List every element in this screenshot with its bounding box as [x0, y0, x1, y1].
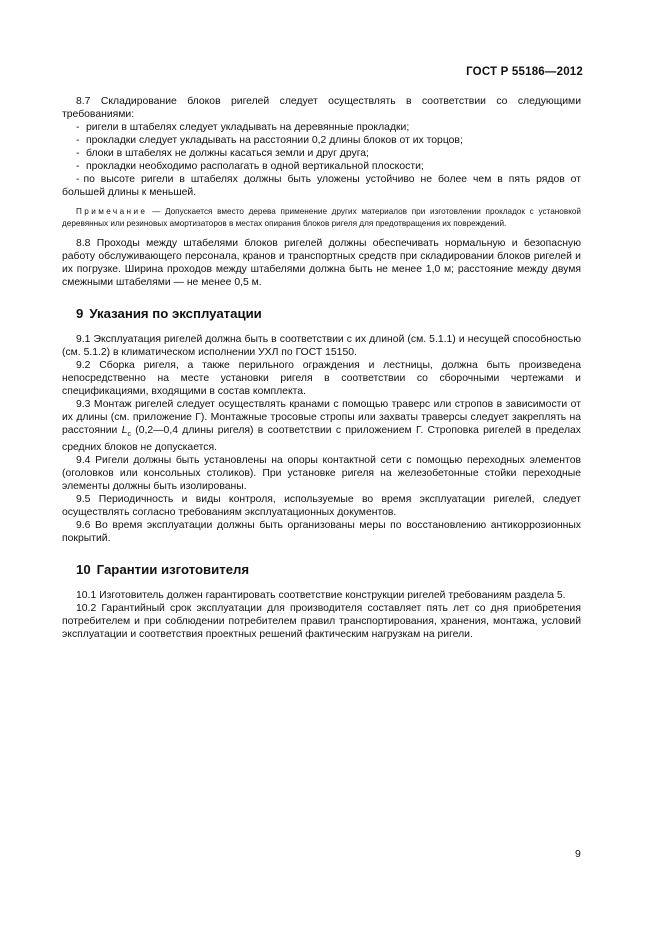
- section-number: 9: [76, 306, 84, 321]
- clause-8-7-intro: 8.7 Складирование блоков ригелей следует осуществлять в соответствии со следующими требованиями:: [62, 96, 581, 120]
- clause-9-5: 9.5 Периодичность и виды контроля, используемые во время эксплуатации ригелей, следует осуществлять согласно требованиям эксплуатационных документов.: [62, 494, 581, 519]
- section-10-heading: [62, 562, 581, 578]
- clause-8-8: 8.8 Проходы между штабелями блоков ригелей должны обеспечивать нормальную и безопасную работу обслуживающего персонала, кранов и транспортных средств при складировании блоков ригелей и их погрузке. Ширина проходов между штабелями должна быть не менее 1,0 м; расстояние между двумя смежными штабелями — не менее 0,5 м.: [62, 238, 581, 288]
- list-item: - прокладки необходимо располагать в одной вертикальной плоскости;: [76, 161, 424, 172]
- document-code: ГОСТ Р 55186—2012: [466, 66, 583, 78]
- note-label: Примечание: [76, 207, 148, 216]
- list-dash: -: [76, 161, 80, 172]
- list-item: - ригели в штабелях следует укладывать на деревянные прокладки;: [76, 122, 410, 133]
- note-text: — Допускается вместо дерева применение других материалов при изготовлении прокладок с установкой деревянных или резиновых амортизаторов в местах опирания блоков ригеля для предотвращения их повреждений.: [62, 207, 581, 228]
- clause-9-1: 9.1 Эксплуатация ригелей должна быть в соответствии с их длиной (см. 5.1.1) и несущей способностью (см. 5.1.2) в климатическом исполнении УХЛ по ГОСТ 15150.: [62, 334, 581, 358]
- list-dash: -: [76, 122, 80, 133]
- clause-9-4: 9.4 Ригели должны быть установлены на опоры контактной сети с помощью переходных элементов (оголовков или консольных столиков). При установке ригеля на железобетонные стойки переходные элементы должны быть изолированы.: [62, 455, 581, 493]
- clause-9-6: 9.6 Во время эксплуатации должны быть организованы меры по восстановлению антикоррозионных покрытий.: [62, 520, 581, 545]
- list-dash: -: [76, 148, 80, 159]
- list-item: - по высоте ригели в штабелях должны быть уложены устойчиво не более чем в пять рядов от большей длины к меньшей.: [62, 174, 581, 198]
- list-item: - блоки в штабелях не должны касаться земли и друг друга;: [76, 148, 369, 159]
- clause-10-1: 10.1 Изготовитель должен гарантировать соответствие конструкции ригелей требованиям раздела 5.: [76, 590, 566, 602]
- section-title: Гарантии изготовителя: [96, 562, 250, 578]
- list-dash: -: [76, 174, 80, 185]
- list-item: - прокладки следует укладывать на расстоянии 0,2 длины блоков от их торцов;: [76, 135, 463, 146]
- note: [62, 206, 581, 230]
- clause-9-3: 9.3 Монтаж ригелей следует осуществлять кранами с помощью траверс или стропов в зависимости от их длины (см. приложение Г). Монтажные тросовые стропы или захваты траверсы следует закреплять на расстоянии $L_c$ (0,2—0,4 длины ригеля) в соответствии с приложением Г. Строповка ригелей в пределах средних блоков не допускается.: [62, 399, 581, 454]
- list-dash: -: [76, 135, 80, 146]
- clause-8-7-list: [62, 121, 581, 199]
- section-title: Указания по эксплуатации: [89, 306, 262, 321]
- page-number: 9: [575, 848, 581, 860]
- section-number: 10: [76, 562, 91, 578]
- section-9-heading: [62, 306, 581, 322]
- length-symbol: $L_c$: [121, 425, 131, 439]
- page-content: [62, 95, 581, 641]
- clause-9-2: 9.2 Сборка ригеля, а также перильного ограждения и лестницы, должна быть произведена непосредственно на месте установки ригеля в соответствии со сборочными чертежами и спецификациями, входящими в состав комплекта.: [62, 360, 581, 397]
- clause-10-2: 10.2 Гарантийный срок эксплуатации для производителя составляет пять лет со дня приобретения потребителем и при соблюдении потребителем правил транспортирования, хранения, монтажа, условий эксплуатации и соответствия проектных решений фактическим нагрузкам на ригели.: [62, 603, 581, 641]
